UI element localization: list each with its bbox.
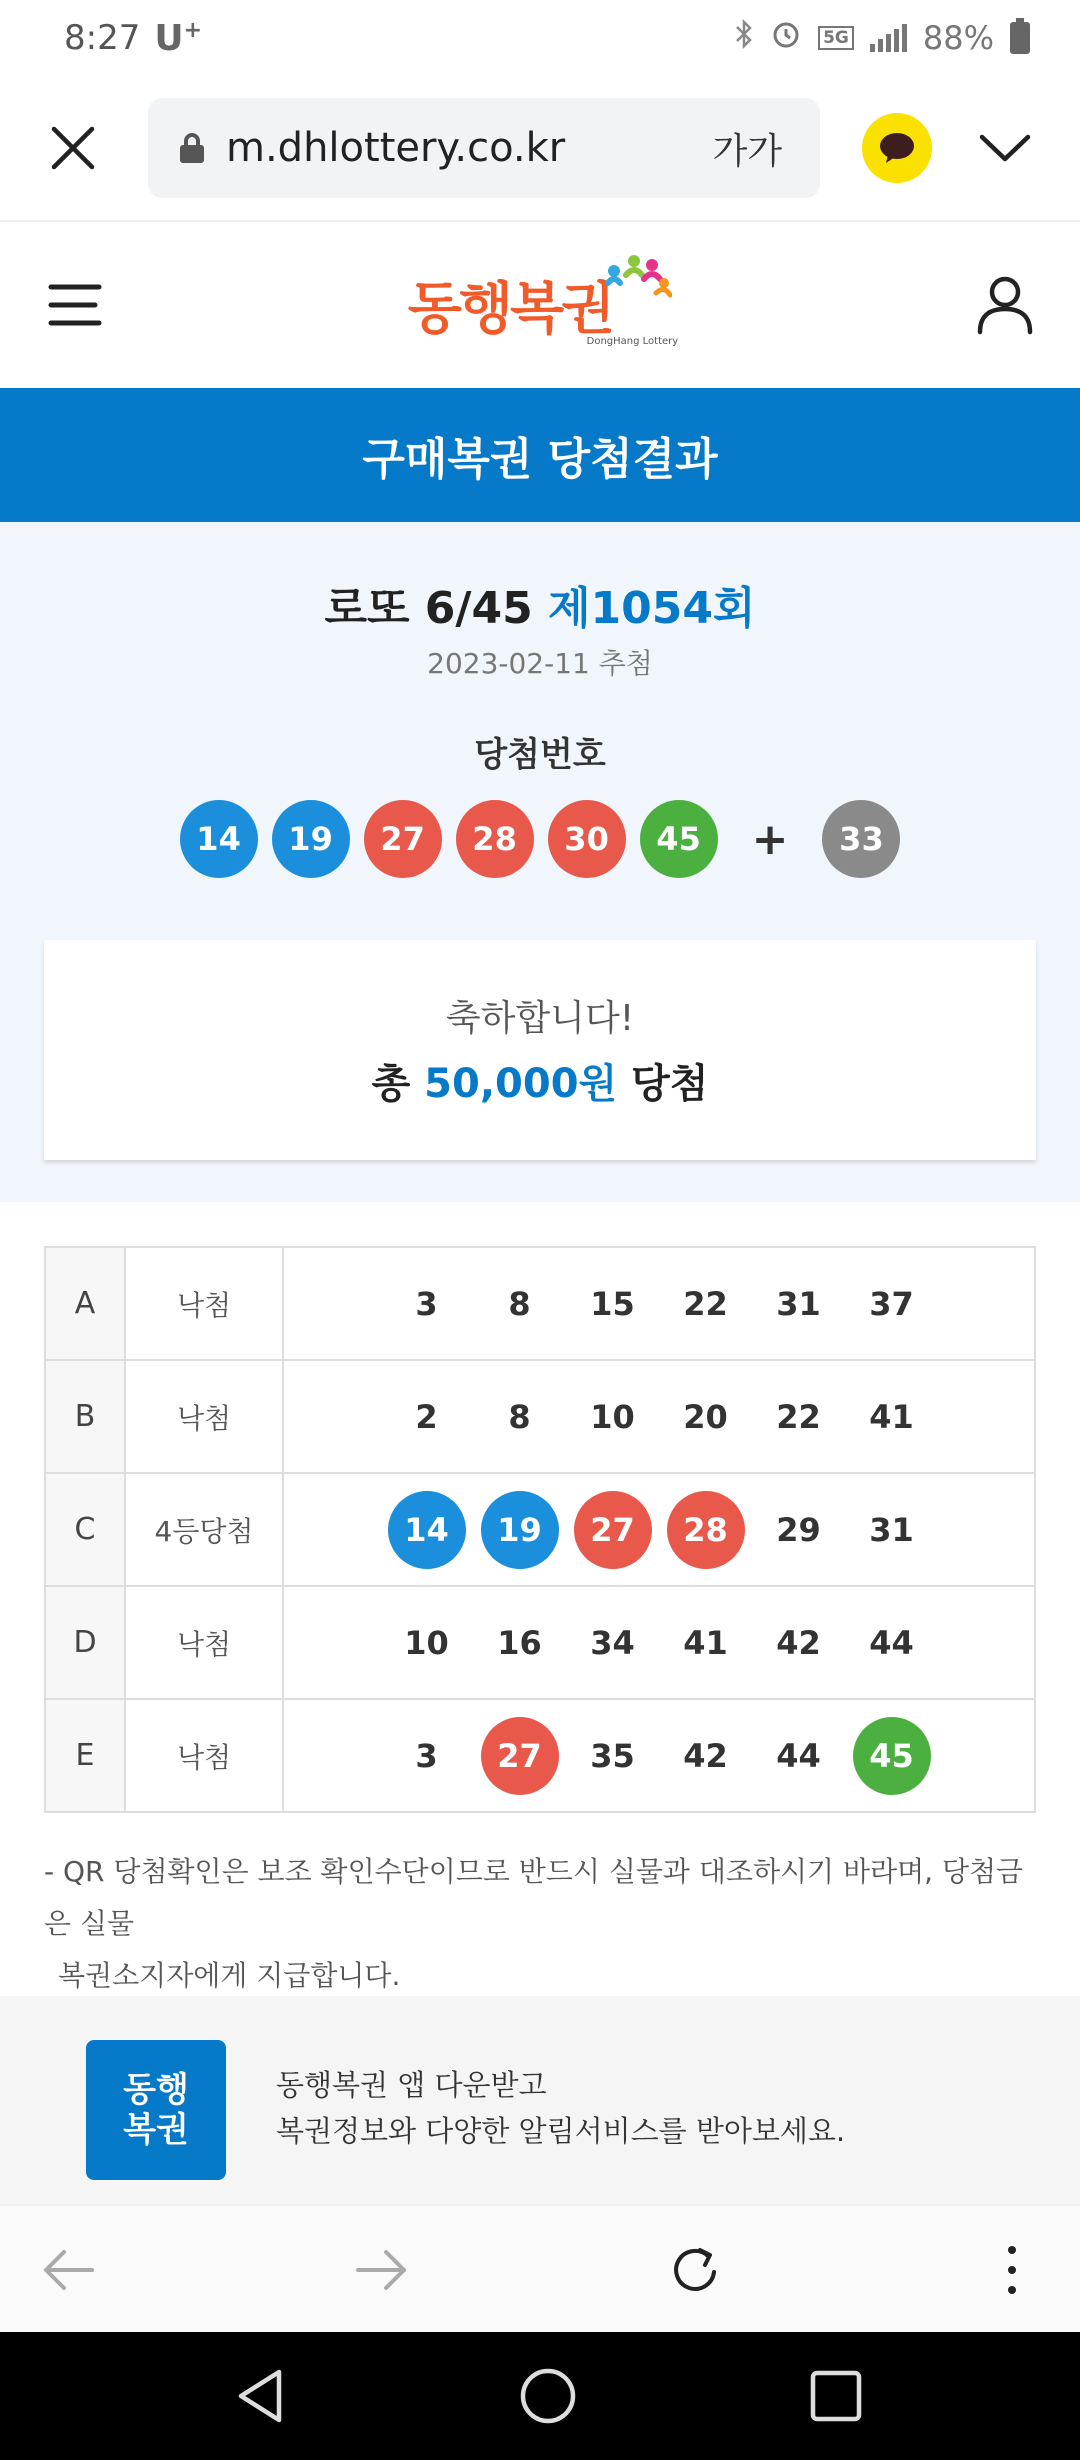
draw-date: 2023-02-11 추첨 — [427, 647, 653, 680]
game-label: E — [45, 1699, 125, 1812]
matched-number: 28 — [667, 1491, 745, 1569]
ticket-number: 29 — [776, 1510, 821, 1549]
draw-result-section — [0, 522, 1080, 1202]
logo-subtext: DongHang Lottery — [586, 336, 679, 347]
ticket-number: 31 — [776, 1284, 821, 1323]
draw-round: 제1054회 — [548, 583, 756, 634]
game-numbers — [283, 1360, 1035, 1473]
carrier-label — [154, 18, 202, 59]
alarm-icon — [770, 18, 802, 58]
table-row — [45, 1586, 1035, 1699]
plus-sign: + — [751, 813, 789, 865]
prize-prefix: 총 — [371, 1061, 411, 1107]
matched-number: 19 — [481, 1491, 559, 1569]
logo-text: 동행복권 — [407, 277, 613, 342]
android-back-button[interactable] — [220, 2356, 300, 2436]
android-home-button[interactable] — [508, 2356, 588, 2436]
chevron-down-icon — [979, 133, 1031, 163]
page-title: 구매복권 당첨결과 — [362, 434, 718, 485]
game-numbers — [283, 1699, 1035, 1812]
winning-ball: 27 — [364, 800, 442, 878]
notice-line-1: - QR 당첨확인은 보조 확인수단이므로 반드시 실물과 대조하시기 바라며, 당첨금은 실물 — [44, 1855, 1024, 1940]
ticket-number: 15 — [590, 1284, 635, 1323]
game-result: 낙첨 — [125, 1586, 283, 1699]
game-result: 낙첨 — [125, 1247, 283, 1360]
notice-line-2: 복권소지자에게 지급합니다. — [58, 1959, 401, 1992]
ticket-number: 22 — [776, 1397, 821, 1436]
refresh-icon — [668, 2242, 724, 2298]
game-numbers — [283, 1473, 1035, 1586]
game-label: D — [45, 1586, 125, 1699]
game-numbers — [283, 1586, 1035, 1699]
ticket-number: 44 — [776, 1736, 821, 1775]
matched-number: 45 — [853, 1717, 931, 1795]
ticket-number: 20 — [683, 1397, 728, 1436]
app-icon-line-2: 복권 — [123, 2110, 189, 2150]
ticket-number: 34 — [590, 1623, 635, 1662]
forward-button[interactable] — [342, 2230, 422, 2310]
status-time: 8:27 — [64, 18, 141, 58]
site-header — [0, 222, 1080, 388]
game-numbers — [283, 1247, 1035, 1360]
more-vertical-icon — [1006, 2244, 1018, 2296]
draw-title — [0, 572, 1080, 636]
my-page-button[interactable] — [970, 270, 1040, 340]
ticket-number: 37 — [869, 1284, 914, 1323]
bonus-ball: 33 — [822, 800, 900, 878]
ticket-number: 31 — [869, 1510, 914, 1549]
ticket-results-table — [44, 1246, 1036, 1813]
prize-summary — [44, 1052, 1036, 1109]
prize-amount: 50,000원 — [424, 1061, 618, 1107]
square-recents-icon — [809, 2369, 863, 2423]
kakao-talk-icon — [878, 131, 916, 165]
menu-button[interactable] — [40, 270, 110, 340]
app-banner-line-2: 복권정보와 다양한 알림서비스를 받아보세요. — [276, 2114, 846, 2148]
site-logo[interactable] — [407, 245, 679, 365]
forward-arrow-icon — [354, 2248, 410, 2292]
ticket-number: 3 — [415, 1284, 438, 1323]
winning-ball: 30 — [548, 800, 626, 878]
battery-percent: 88% — [922, 19, 994, 57]
winning-ball: 45 — [640, 800, 718, 878]
table-row — [45, 1247, 1035, 1360]
page-title-bar — [0, 388, 1080, 522]
winning-numbers — [0, 800, 1080, 878]
ticket-number: 16 — [497, 1623, 542, 1662]
ticket-number: 22 — [683, 1284, 728, 1323]
prize-suffix: 당첨 — [631, 1061, 709, 1107]
url-text: m.dhlottery.co.kr — [226, 125, 566, 171]
ticket-number: 3 — [415, 1736, 438, 1775]
ticket-number: 41 — [683, 1623, 728, 1662]
winning-ball: 28 — [456, 800, 534, 878]
congrats-message: 축하합니다! — [445, 998, 635, 1039]
app-icon — [86, 2040, 226, 2180]
triangle-back-icon — [233, 2367, 287, 2425]
status-left — [64, 18, 202, 59]
game-name: 로또 6/45 — [324, 583, 533, 634]
bluetooth-icon — [734, 19, 754, 57]
browser-toolbar — [0, 76, 1080, 222]
winning-numbers-label: 당첨번호 — [474, 735, 606, 775]
tabs-dropdown-button[interactable] — [972, 115, 1038, 181]
game-result: 낙첨 — [125, 1699, 283, 1812]
lock-icon — [180, 133, 204, 163]
carrier-plus: + — [183, 17, 203, 43]
table-row — [45, 1699, 1035, 1812]
browser-bottom-nav — [0, 2204, 1080, 2332]
signal-icon — [870, 24, 907, 52]
game-label: B — [45, 1360, 125, 1473]
text-size-button[interactable]: 가가 — [712, 130, 782, 172]
ticket-number: 41 — [869, 1397, 914, 1436]
kakao-share-button[interactable] — [862, 113, 932, 183]
close-button[interactable] — [30, 105, 116, 191]
battery-icon — [1010, 22, 1030, 54]
ticket-number: 10 — [404, 1623, 449, 1662]
table-row — [45, 1473, 1035, 1586]
app-banner-text — [276, 2062, 845, 2154]
app-download-banner[interactable] — [0, 1996, 1080, 2204]
app-banner-line-1: 동행복권 앱 다운받고 — [276, 2068, 547, 2102]
url-bar[interactable] — [148, 98, 820, 198]
android-recents-button[interactable] — [796, 2356, 876, 2436]
more-options-button[interactable] — [972, 2230, 1052, 2310]
game-result: 낙첨 — [125, 1360, 283, 1473]
table-row — [45, 1360, 1035, 1473]
ticket-number: 2 — [415, 1397, 438, 1436]
android-nav-bar — [0, 2332, 1080, 2460]
back-arrow-icon — [40, 2248, 96, 2292]
ticket-number: 44 — [869, 1623, 914, 1662]
winning-ball: 14 — [180, 800, 258, 878]
logo-figures-icon — [600, 253, 672, 317]
refresh-button[interactable] — [656, 2230, 736, 2310]
status-right — [734, 18, 1030, 58]
ticket-number: 8 — [508, 1284, 531, 1323]
close-icon — [50, 125, 96, 171]
app-icon-line-1: 동행 — [123, 2070, 189, 2110]
user-icon — [976, 275, 1034, 335]
circle-home-icon — [519, 2367, 577, 2425]
matched-number: 14 — [388, 1491, 466, 1569]
game-result: 4등당첨 — [125, 1473, 283, 1586]
matched-number: 27 — [481, 1717, 559, 1795]
congrats-card — [44, 940, 1036, 1160]
qr-notice — [44, 1846, 1044, 2002]
back-button[interactable] — [28, 2230, 108, 2310]
carrier-name: U — [154, 17, 184, 59]
matched-number: 27 — [574, 1491, 652, 1569]
ticket-number: 42 — [683, 1736, 728, 1775]
game-label: A — [45, 1247, 125, 1360]
winning-ball: 19 — [272, 800, 350, 878]
menu-icon — [47, 281, 103, 329]
ticket-number: 35 — [590, 1736, 635, 1775]
ticket-number: 8 — [508, 1397, 531, 1436]
status-bar — [0, 0, 1080, 76]
network-5g-icon: 5G — [818, 26, 854, 50]
ticket-number: 42 — [776, 1623, 821, 1662]
game-label: C — [45, 1473, 125, 1586]
ticket-number: 10 — [590, 1397, 635, 1436]
